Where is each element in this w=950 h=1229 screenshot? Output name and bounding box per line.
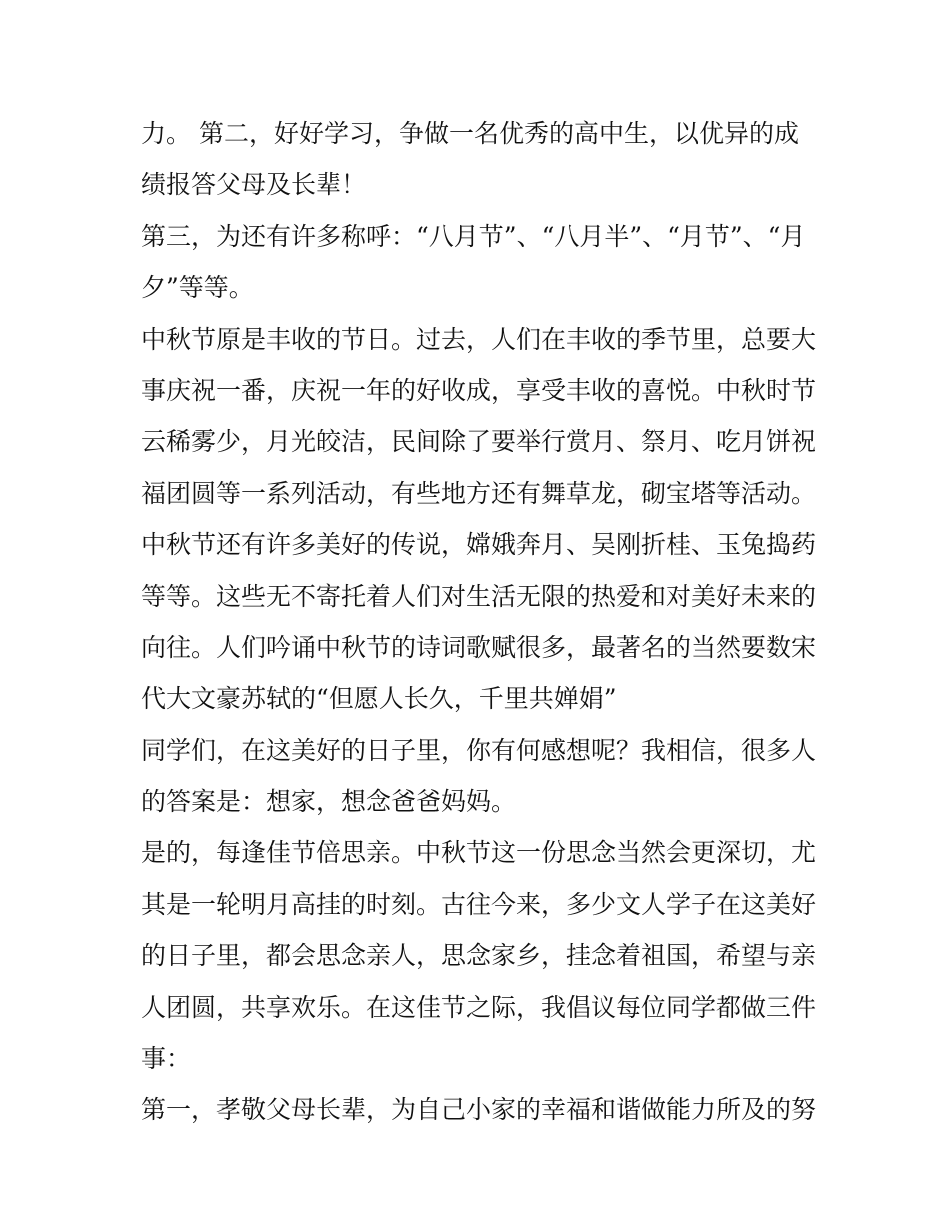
text-line: 力。 第二，好好学习，争做一名优秀的高中生，以优异的成 bbox=[141, 119, 799, 148]
text-line: 人团圆，共享欢乐。在这佳节之际，我倡议每位同学都做三件 bbox=[141, 992, 817, 1022]
text-line: 事： bbox=[141, 1044, 192, 1074]
text-line: 绩报答父母及长辈！ bbox=[141, 170, 367, 200]
text-line: 向往。人们吟诵中秋节的诗词歌赋很多，最著名的当然要数宋 bbox=[141, 632, 817, 662]
text-line: 中秋节还有许多美好的传说，嫦娥奔月、吴刚折桂、玉兔捣药 bbox=[141, 530, 817, 560]
text-line: 云稀雾少，月光皎洁，民间除了要举行赏月、祭月、吃月饼祝 bbox=[141, 427, 817, 457]
text-line: 其是一轮明月高挂的时刻。古往今来，多少文人学子在这美好 bbox=[141, 889, 817, 919]
text-line: 等等。这些无不寄托着人们对生活无限的热爱和对美好未来的 bbox=[141, 581, 817, 611]
text-line: 中秋节原是丰收的节日。过去，人们在丰收的季节里，总要大 bbox=[141, 324, 817, 354]
body-text bbox=[141, 108, 821, 1136]
text-line: 代大文豪苏轼的“但愿人长久，千里共婵娟” bbox=[141, 684, 617, 714]
text-line: 事庆祝一番，庆祝一年的好收成，享受丰收的喜悦。中秋时节 bbox=[141, 375, 817, 405]
text-line: 是的，每逢佳节倍思亲。中秋节这一份思念当然会更深切，尤 bbox=[141, 838, 817, 868]
text-line: 第三，为还有许多称呼：“八月节”、“八月半”、“月节”、“月 bbox=[141, 221, 806, 251]
text-line: 第一，孝敬父母长辈，为自己小家的幸福和谐做能力所及的努 bbox=[141, 1095, 817, 1125]
text-line: 的日子里，都会思念亲人，思念家乡，挂念着祖国，希望与亲 bbox=[141, 941, 817, 971]
text-line: 同学们，在这美好的日子里，你有何感想呢？我相信，很多人 bbox=[141, 735, 817, 765]
text-line: 的答案是：想家，想念爸爸妈妈。 bbox=[141, 787, 517, 817]
text-line: 夕”等等。 bbox=[141, 273, 254, 303]
text-line: 福团圆等一系列活动，有些地方还有舞草龙，砌宝塔等活动。 bbox=[141, 478, 817, 508]
